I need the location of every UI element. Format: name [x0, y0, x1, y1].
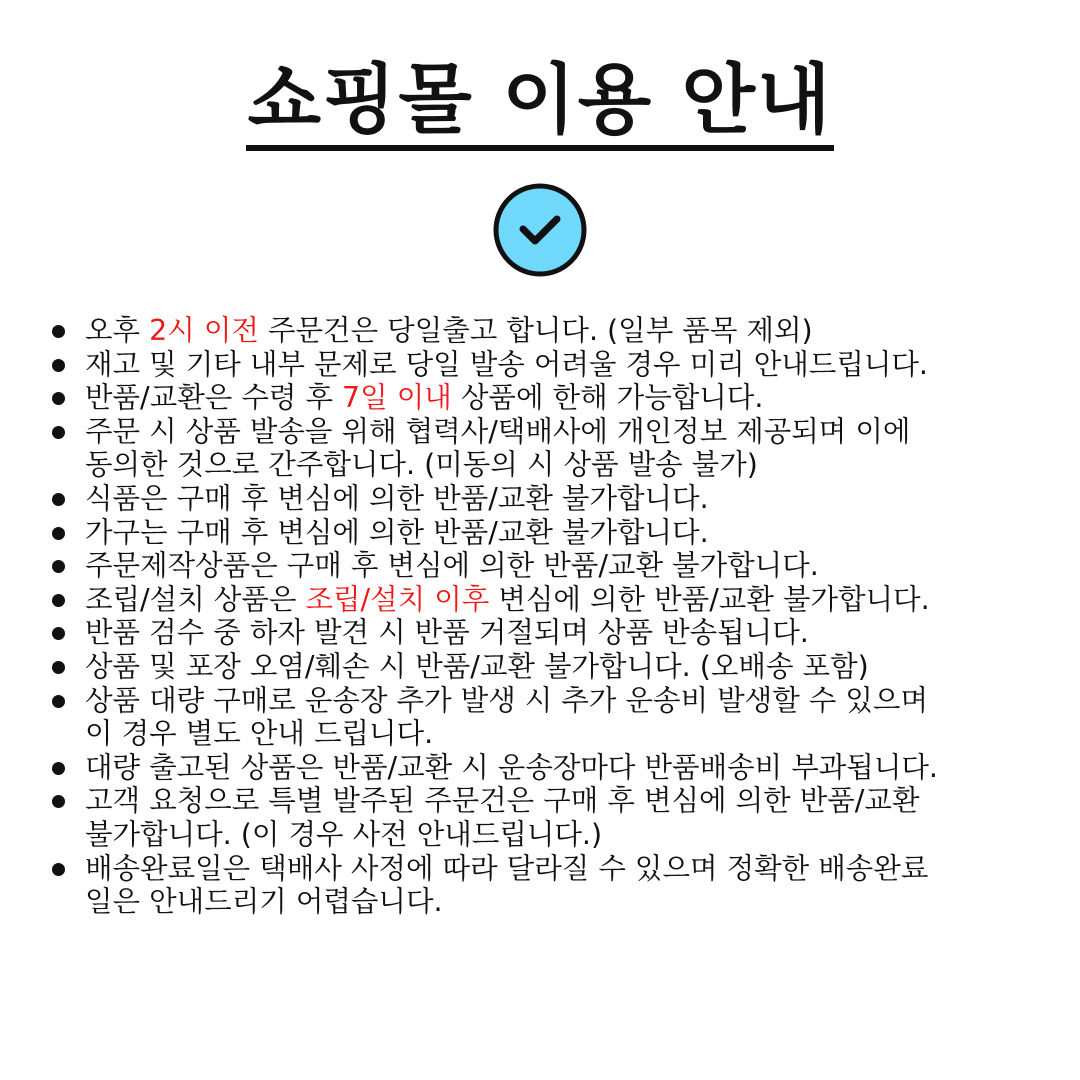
- notice-text: 상품에 한해 가능합니다.: [451, 381, 764, 415]
- notice-text: 반품 검수 중 하자 발견 시 반품 거절되며 상품 반송됩니다.: [85, 616, 809, 650]
- page-title: 쇼핑몰 이용 안내: [246, 56, 835, 151]
- bullet-icon: [52, 527, 65, 540]
- notice-item: [52, 751, 1052, 785]
- page-title-wrapper: [0, 52, 1080, 151]
- notice-text: 가구는 구매 후 변심에 의한 반품/교환 불가합니다.: [85, 515, 709, 549]
- bullet-icon: [52, 695, 65, 708]
- notice-item: [52, 684, 1052, 751]
- notice-line: [85, 381, 1052, 415]
- notice-line: [85, 616, 1052, 650]
- notice-item: [52, 381, 1052, 415]
- notice-item: [52, 784, 1052, 851]
- check-circle-icon: [492, 182, 588, 278]
- notice-text: 주문건은 당일출고 합니다. (일부 품목 제외): [258, 314, 813, 347]
- notice-item: [52, 348, 1052, 382]
- bullet-icon: [52, 762, 65, 775]
- notice-line: [85, 885, 1052, 919]
- bullet-icon: [52, 392, 65, 405]
- notice-text: 주문제작상품은 구매 후 변심에 의한 반품/교환 불가합니다.: [85, 549, 819, 583]
- notice-line: [85, 852, 1052, 886]
- notice-line: [85, 751, 1052, 785]
- notice-item: [52, 516, 1052, 550]
- notice-item: [52, 650, 1052, 684]
- notice-line: [85, 348, 1052, 382]
- notice-text: 반품/교환은 수령 후: [85, 381, 343, 415]
- notice-line: [85, 314, 1052, 348]
- notice-line: [85, 717, 1052, 751]
- notice-line: [85, 684, 1052, 718]
- bullet-icon: [52, 325, 65, 338]
- notice-text: 이 경우 별도 안내 드립니다.: [85, 717, 434, 751]
- notice-text: 일은 안내드리기 어렵습니다.: [85, 885, 443, 919]
- bullet-icon: [52, 493, 65, 506]
- notice-line: [85, 516, 1052, 550]
- notice-text: 식품은 구매 후 변심에 의한 반품/교환 불가합니다.: [85, 481, 709, 515]
- notice-line: [85, 482, 1052, 516]
- notice-line: [85, 415, 1052, 449]
- bullet-icon: [52, 359, 65, 372]
- notice-item: [52, 852, 1052, 919]
- notice-item: [52, 482, 1052, 516]
- notice-text: 고객 요청으로 특별 발주된 주문건은 구매 후 변심에 의한 반품/교환: [85, 784, 920, 818]
- notice-line: [85, 549, 1052, 583]
- notice-text: 재고 및 기타 내부 문제로 당일 발송 어려울 경우 미리 안내드립니다.: [85, 347, 928, 381]
- bullet-icon: [52, 560, 65, 573]
- notice-text: 오후: [85, 314, 150, 347]
- notice-item: [52, 549, 1052, 583]
- notice-item: [52, 616, 1052, 650]
- notice-text: 배송완료일은 택배사 사정에 따라 달라질 수 있으며 정확한 배송완료: [85, 851, 929, 885]
- bullet-icon: [52, 661, 65, 674]
- notice-text: 불가합니다. (이 경우 사전 안내드립니다.): [85, 817, 603, 851]
- notice-line: [85, 784, 1052, 818]
- bullet-icon: [52, 863, 65, 876]
- notice-highlight-text: 조립/설치 이후: [305, 582, 490, 616]
- notice-item: [52, 583, 1052, 617]
- bullet-icon: [52, 795, 65, 808]
- notice-text: 동의한 것으로 간주합니다. (미동의 시 상품 발송 불가): [85, 448, 758, 482]
- notice-line: [85, 583, 1052, 617]
- notice-item: [52, 314, 1052, 348]
- bullet-icon: [52, 627, 65, 640]
- notice-text: 변심에 의한 반품/교환 불가합니다.: [489, 582, 930, 616]
- notice-text: 주문 시 상품 발송을 위해 협력사/택배사에 개인정보 제공되며 이에: [85, 414, 911, 448]
- notice-text: 대량 출고된 상품은 반품/교환 시 운송장마다 반품배송비 부과됩니다.: [85, 750, 938, 784]
- notice-text: 상품 및 포장 오염/훼손 시 반품/교환 불가합니다. (오배송 포함): [85, 649, 869, 683]
- notice-list: [52, 314, 1052, 919]
- bullet-icon: [52, 426, 65, 439]
- check-circle-fill: [496, 186, 584, 274]
- notice-line: [85, 650, 1052, 684]
- notice-text: 상품 대량 구매로 운송장 추가 발생 시 추가 운송비 발생할 수 있으며: [85, 683, 928, 717]
- notice-item: [52, 415, 1052, 482]
- notice-line: [85, 448, 1052, 482]
- notice-line: [85, 818, 1052, 852]
- notice-highlight-text: 2시 이전: [149, 314, 259, 347]
- notice-highlight-text: 7일 이내: [342, 381, 452, 415]
- bullet-icon: [52, 594, 65, 607]
- notice-text: 조립/설치 상품은: [85, 582, 306, 616]
